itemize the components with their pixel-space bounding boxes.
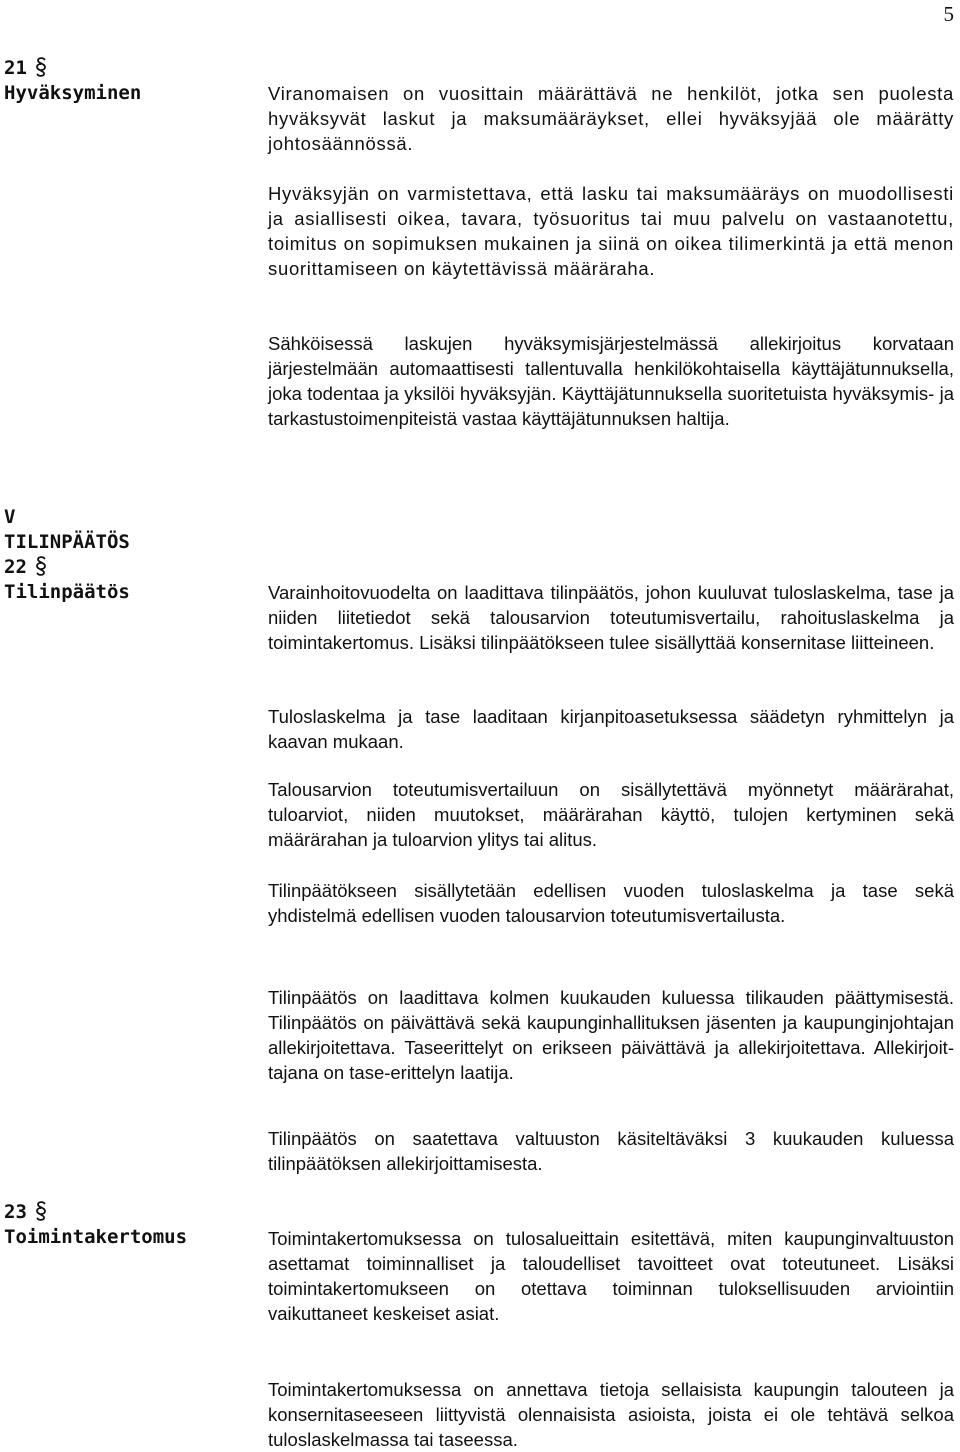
s22-paragraph-1: Varainhoitovuodelta on laadittava tilinpäätös, johon kuuluvat tuloslaskelma, tase ja niiden liitetiedot sekä talousarvion toteutumisvertailu, rahoituslaskelma ja toimintakertomus. Lisäksi tilinpäätökseen tulee sisällyttää konsernitase liitteineen. (268, 582, 954, 653)
section-title: Toimintakertomus (4, 1226, 188, 1248)
s22-paragraph-2: Tuloslaskelma ja tase laaditaan kirjanpitoasetuksessa säädetyn ryhmittelyn ja kaavan mukaan. (268, 706, 954, 752)
s22-paragraph-4: Tilinpäätökseen sisällytetään edellisen vuoden tuloslaskelma ja tase sekä yhdistelmä edellisen vuoden talousarvion toteutumisvertailusta. (268, 880, 954, 926)
section-title: Hyväksyminen (4, 82, 142, 104)
s21-paragraph-3: Sähköisessä laskujen hyväksymisjärjestelmässä allekirjoitus korvataan järjestelmään automaattisesti tallentuvalla henkilökohtaisella käyttäjätunnuksella, joka todentaa ja yksilöi hyväksyjän. Käyttäjätunnuksella suoritetuista hyväksymis- ja tarkastustoimenpiteistä vastaa käyttäjätunnuksen haltija. (268, 333, 954, 429)
s21-paragraph-1: Viranomaisen on vuosittain määrättävä ne henkilöt, jotka sen puolesta hyväksyvät laskut ja maksumääräykset, ellei hyväksyjää ole määrätty johtosäännössä. (268, 83, 954, 154)
section-number: 22 (4, 556, 27, 578)
section-sign-icon (35, 1200, 47, 1222)
page-number: 5 (943, 2, 954, 26)
section-title: Tilinpäätös (4, 581, 130, 603)
section-sign-icon (35, 56, 47, 78)
s23-paragraph-2: Toimintakertomuksessa on annettava tietoja sellaisista kaupungin talouteen ja konsernitaseeseen liittyvistä olennaisista asioista, joista ei ole tehtävä selkoa tuloslaskelmassa tai taseessa. (268, 1379, 954, 1450)
section-21-heading (4, 56, 141, 106)
chapter-number: V (4, 506, 16, 528)
s22-paragraph-3: Talousarvion toteutumisvertailuun on sisällytettävä myönnetyt määrärahat, tuloarviot, niiden muutokset, määrärahan käyttö, tulojen kertyminen sekä määrärahan ja tuloarvion ylitys tai alitus. (268, 779, 954, 850)
section-sign-icon (35, 555, 47, 577)
section-22-heading (4, 505, 130, 605)
s22-paragraph-5: Tilinpäätös on laadittava kolmen kuukauden kuluessa tilikauden päättymisestä. Tilinpäätös on päivättävä sekä kaupunginhallituksen jäsenten ja kaupunginjohtajan allekirjoitettava. Taseerittelyt on erikseen päivättävä ja allekirjoitettava. Allekirjoittajana on tase-erittelyn laatija. (268, 987, 954, 1083)
section-23-heading (4, 1200, 187, 1250)
s21-paragraph-2: Hyväksyjän on varmistettava, että lasku tai maksumääräys on muodollisesti ja asiallisesti oikea, tavara, työsuoritus tai muu palvelu on vastaanotettu, toimitus on sopimuksen mukainen ja siinä on oikea tilimerkintä ja että menon suorittamiseen on käytettävissä määräraha. (268, 183, 954, 279)
s22-paragraph-6: Tilinpäätös on saatettava valtuuston käsiteltäväksi 3 kuukauden kuluessa tilinpäätöksen allekirjoittamisesta. (268, 1128, 954, 1174)
chapter-title: TILINPÄÄTÖS (4, 531, 130, 553)
section-number: 21 (4, 57, 27, 79)
s23-paragraph-1: Toimintakertomuksessa on tulosalueittain esitettävä, miten kaupunginvaltuuston asettamat toiminnalliset ja taloudelliset tavoitteet ovat toteutuneet. Lisäksi toimintakertomukseen on otettava toiminnan tuloksellisuuden arviointiin vaikuttaneet keskeiset asiat. (268, 1228, 954, 1324)
section-number: 23 (4, 1201, 27, 1223)
